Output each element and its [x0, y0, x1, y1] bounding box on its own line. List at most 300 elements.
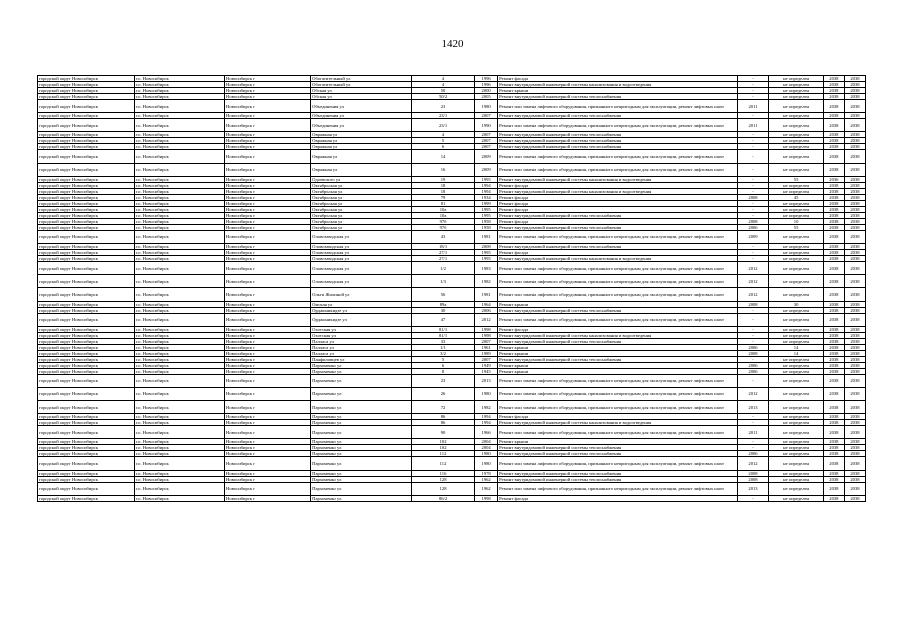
commission-year-cell: 1982 — [475, 401, 498, 414]
plan-start-cell: 2038 — [823, 224, 844, 230]
commission-year-cell: 1999 — [475, 200, 498, 206]
work-type-cell: Ремонт внутридомовой инженерной системы теплоснабжения — [498, 338, 738, 344]
street-cell: Ольги Жилиной ул — [311, 288, 412, 301]
last-repair-year-cell: 2008 — [737, 218, 769, 224]
work-type-cell: Ремонт внутридомовой инженерной системы теплоснабжения — [498, 307, 738, 313]
plan-end-cell: 2038 — [844, 113, 865, 119]
city-cell: Новосибирск г — [225, 356, 311, 362]
work-type-cell: Ремонт или замена лифтового оборудования, признанного непригодным для эксплуатации, ремонт лифтовых шахт — [498, 261, 738, 274]
street-cell: Орджоникидзе ул — [311, 307, 412, 313]
street-cell: Октябрьская ул — [311, 218, 412, 224]
plan-start-cell: 2038 — [823, 288, 844, 301]
plan-end-cell: 2038 — [844, 338, 865, 344]
house-number-cell: 102 — [412, 445, 475, 451]
commission-year-cell: 2012 — [475, 313, 498, 326]
house-number-cell: 86/2 — [412, 495, 475, 501]
last-repair-year-cell: 2012 — [737, 457, 769, 470]
commission-year-cell: 1962 — [475, 482, 498, 495]
street-cell: Орджоникидзе ул — [311, 313, 412, 326]
settlement-cell: г.о. Новосибирск — [134, 426, 224, 439]
commission-year-cell: 2007 — [475, 356, 498, 362]
plan-end-cell: 2038 — [844, 439, 865, 445]
wear-cell: не определен — [769, 439, 824, 445]
municipality-cell: городской округ Новосибирск — [38, 338, 135, 344]
house-number-cell: 81/1 — [412, 326, 475, 332]
house-number-cell: 128 — [412, 482, 475, 495]
plan-end-cell: 2038 — [844, 457, 865, 470]
plan-start-cell: 2038 — [823, 100, 844, 113]
settlement-cell: г.о. Новосибирск — [134, 275, 224, 288]
house-number-cell: 56 — [412, 288, 475, 301]
last-repair-year-cell: - — [737, 82, 769, 88]
settlement-cell: г.о. Новосибирск — [134, 261, 224, 274]
plan-end-cell: 2038 — [844, 362, 865, 368]
plan-start-cell: 2038 — [823, 132, 844, 138]
city-cell: Новосибирск г — [225, 150, 311, 163]
municipality-cell: городской округ Новосибирск — [38, 212, 135, 218]
municipality-cell: городской округ Новосибирск — [38, 88, 135, 94]
wear-cell: не определен — [769, 420, 824, 426]
last-repair-year-cell: 2012 — [737, 261, 769, 274]
municipality-cell: городской округ Новосибирск — [38, 218, 135, 224]
wear-cell: 10 — [769, 218, 824, 224]
house-number-cell: 16 — [412, 163, 475, 176]
work-type-cell: Ремонт внутридомовой инженерной системы теплоснабжения — [498, 356, 738, 362]
commission-year-cell: 1995 — [475, 255, 498, 261]
plan-end-cell: 2038 — [844, 350, 865, 356]
work-type-cell: Ремонт внутридомовой инженерной системы канализования и водоотведения — [498, 420, 738, 426]
street-cell: Пархоменко ул — [311, 426, 412, 439]
plan-end-cell: 2038 — [844, 482, 865, 495]
table-row — [38, 288, 866, 301]
city-cell: Новосибирск г — [225, 76, 311, 82]
street-cell: Пархоменко ул — [311, 414, 412, 420]
city-cell: Новосибирск г — [225, 212, 311, 218]
commission-year-cell: 1980 — [475, 100, 498, 113]
city-cell: Новосибирск г — [225, 288, 311, 301]
municipality-cell: городской округ Новосибирск — [38, 194, 135, 200]
settlement-cell: г.о. Новосибирск — [134, 206, 224, 212]
house-number-cell: 4 — [412, 132, 475, 138]
plan-end-cell: 2038 — [844, 82, 865, 88]
settlement-cell: г.о. Новосибирск — [134, 94, 224, 100]
street-cell: Объединения ул — [311, 119, 412, 132]
work-type-cell: Ремонт внутридомовой инженерной системы канализования и водоотведения — [498, 255, 738, 261]
work-type-cell: Ремонт крыши — [498, 301, 738, 307]
city-cell: Новосибирск г — [225, 176, 311, 182]
capital-repair-table — [37, 75, 866, 502]
plan-end-cell: 2038 — [844, 188, 865, 194]
wear-cell: не определен — [769, 401, 824, 414]
house-number-cell: 50/2 — [412, 94, 475, 100]
plan-end-cell: 2038 — [844, 368, 865, 374]
plan-end-cell: 2038 — [844, 249, 865, 255]
table-row — [38, 313, 866, 326]
wear-cell: не определен — [769, 495, 824, 501]
municipality-cell: городской округ Новосибирск — [38, 414, 135, 420]
wear-cell: не определен — [769, 243, 824, 249]
city-cell: Новосибирск г — [225, 200, 311, 206]
municipality-cell: городской округ Новосибирск — [38, 119, 135, 132]
settlement-cell: г.о. Новосибирск — [134, 119, 224, 132]
settlement-cell: г.о. Новосибирск — [134, 451, 224, 457]
wear-cell: не определен — [769, 374, 824, 387]
house-number-cell: 6 — [412, 362, 475, 368]
last-repair-year-cell: 2008 — [737, 476, 769, 482]
settlement-cell: г.о. Новосибирск — [134, 362, 224, 368]
municipality-cell: городской округ Новосибирск — [38, 301, 135, 307]
last-repair-year-cell: - — [737, 420, 769, 426]
commission-year-cell: 2007 — [475, 132, 498, 138]
work-type-cell: Ремонт внутридомовой инженерной системы теплоснабжения — [498, 243, 738, 249]
plan-end-cell: 2038 — [844, 301, 865, 307]
house-number-cell: 10а — [412, 206, 475, 212]
work-type-cell: Ремонт фасада — [498, 249, 738, 255]
municipality-cell: городской округ Новосибирск — [38, 275, 135, 288]
city-cell: Новосибирск г — [225, 188, 311, 194]
settlement-cell: г.о. Новосибирск — [134, 200, 224, 206]
commission-year-cell: 1995 — [475, 212, 498, 218]
street-cell: Обогатительный ул — [311, 82, 412, 88]
plan-end-cell: 2038 — [844, 326, 865, 332]
street-cell: Оловозаводская ул — [311, 249, 412, 255]
wear-cell: не определен — [769, 230, 824, 243]
house-number-cell: 47 — [412, 313, 475, 326]
settlement-cell: г.о. Новосибирск — [134, 420, 224, 426]
wear-cell: не определен — [769, 356, 824, 362]
work-type-cell: Ремонт или замена лифтового оборудования, признанного непригодным для эксплуатации, ремонт лифтовых шахт — [498, 426, 738, 439]
settlement-cell: г.о. Новосибирск — [134, 368, 224, 374]
street-cell: Одоевского ул — [311, 176, 412, 182]
street-cell: Пархоменко ул — [311, 457, 412, 470]
municipality-cell: городской округ Новосибирск — [38, 230, 135, 243]
plan-end-cell: 2038 — [844, 414, 865, 420]
plan-end-cell: 2038 — [844, 224, 865, 230]
municipality-cell: городской округ Новосибирск — [38, 132, 135, 138]
commission-year-cell: 2006 — [475, 307, 498, 313]
settlement-cell: г.о. Новосибирск — [134, 445, 224, 451]
commission-year-cell: 2007 — [475, 113, 498, 119]
settlement-cell: г.о. Новосибирск — [134, 182, 224, 188]
wear-cell: 14 — [769, 344, 824, 350]
wear-cell: не определен — [769, 206, 824, 212]
wear-cell: не определен — [769, 100, 824, 113]
wear-cell: не определен — [769, 313, 824, 326]
commission-year-cell: 2000 — [475, 88, 498, 94]
settlement-cell: г.о. Новосибирск — [134, 482, 224, 495]
house-number-cell: 3/2 — [412, 350, 475, 356]
settlement-cell: г.о. Новосибирск — [134, 113, 224, 119]
wear-cell: не определен — [769, 332, 824, 338]
city-cell: Новосибирск г — [225, 420, 311, 426]
street-cell: Панфиловцев ул — [311, 356, 412, 362]
municipality-cell: городской округ Новосибирск — [38, 243, 135, 249]
work-type-cell: Ремонт фасада — [498, 326, 738, 332]
plan-start-cell: 2038 — [823, 243, 844, 249]
plan-start-cell: 2038 — [823, 356, 844, 362]
plan-end-cell: 2038 — [844, 261, 865, 274]
plan-end-cell: 2038 — [844, 163, 865, 176]
wear-cell: не определен — [769, 212, 824, 218]
plan-start-cell: 2038 — [823, 344, 844, 350]
commission-year-cell: 1996 — [475, 82, 498, 88]
city-cell: Новосибирск г — [225, 374, 311, 387]
city-cell: Новосибирск г — [225, 138, 311, 144]
plan-end-cell: 2038 — [844, 387, 865, 400]
plan-start-cell: 2038 — [823, 113, 844, 119]
street-cell: Оловозаводская ул — [311, 275, 412, 288]
plan-start-cell: 2038 — [823, 495, 844, 501]
settlement-cell: г.о. Новосибирск — [134, 100, 224, 113]
city-cell: Новосибирск г — [225, 249, 311, 255]
house-number-cell: 18 — [412, 182, 475, 188]
plan-end-cell: 2038 — [844, 332, 865, 338]
plan-end-cell: 2038 — [844, 495, 865, 501]
last-repair-year-cell: 2013 — [737, 482, 769, 495]
last-repair-year-cell: - — [737, 206, 769, 212]
plan-end-cell: 2038 — [844, 119, 865, 132]
house-number-cell: 23/1 — [412, 119, 475, 132]
last-repair-year-cell: 2011 — [737, 100, 769, 113]
last-repair-year-cell: - — [737, 88, 769, 94]
house-number-cell: 102 — [412, 439, 475, 445]
house-number-cell: 27/1 — [412, 249, 475, 255]
plan-start-cell: 2038 — [823, 144, 844, 150]
commission-year-cell: 1961 — [475, 344, 498, 350]
plan-start-cell: 2038 — [823, 374, 844, 387]
plan-start-cell: 2038 — [823, 94, 844, 100]
plan-end-cell: 2038 — [844, 476, 865, 482]
city-cell: Новосибирск г — [225, 439, 311, 445]
commission-year-cell: 1995 — [475, 249, 498, 255]
plan-start-cell: 2038 — [823, 301, 844, 307]
work-type-cell: Ремонт крыши — [498, 368, 738, 374]
work-type-cell: Ремонт или замена лифтового оборудования, признанного непригодным для эксплуатации, ремонт лифтовых шахт — [498, 401, 738, 414]
plan-start-cell: 2038 — [823, 414, 844, 420]
wear-cell: не определен — [769, 445, 824, 451]
plan-end-cell: 2038 — [844, 194, 865, 200]
work-type-cell: Ремонт или замена лифтового оборудования, признанного непригодным для эксплуатации, ремонт лифтовых шахт — [498, 100, 738, 113]
settlement-cell: г.о. Новосибирск — [134, 414, 224, 420]
street-cell: Обская ул — [311, 88, 412, 94]
wear-cell: не определен — [769, 288, 824, 301]
house-number-cell: 50 — [412, 88, 475, 94]
wear-cell: не определен — [769, 200, 824, 206]
settlement-cell: г.о. Новосибирск — [134, 88, 224, 94]
plan-start-cell: 2038 — [823, 88, 844, 94]
municipality-cell: городской округ Новосибирск — [38, 82, 135, 88]
city-cell: Новосибирск г — [225, 307, 311, 313]
municipality-cell: городской округ Новосибирск — [38, 138, 135, 144]
commission-year-cell: 1994 — [475, 182, 498, 188]
work-type-cell: Ремонт внутридомовой инженерной системы теплоснабжения — [498, 451, 738, 457]
municipality-cell: городской округ Новосибирск — [38, 94, 135, 100]
commission-year-cell: 2009 — [475, 150, 498, 163]
plan-end-cell: 2038 — [844, 76, 865, 82]
wear-cell: не определен — [769, 255, 824, 261]
house-number-cell: 23 — [412, 374, 475, 387]
last-repair-year-cell: - — [737, 332, 769, 338]
last-repair-year-cell: 2012 — [737, 288, 769, 301]
house-number-cell: 18/1 — [412, 243, 475, 249]
work-type-cell: Ремонт крыши — [498, 350, 738, 356]
city-cell: Новосибирск г — [225, 275, 311, 288]
work-type-cell: Ремонт или замена лифтового оборудования, признанного непригодным для эксплуатации, ремонт лифтовых шахт — [498, 482, 738, 495]
plan-end-cell: 2038 — [844, 401, 865, 414]
plan-start-cell: 2038 — [823, 275, 844, 288]
city-cell: Новосибирск г — [225, 82, 311, 88]
settlement-cell: г.о. Новосибирск — [134, 356, 224, 362]
street-cell: Пархоменко ул — [311, 362, 412, 368]
settlement-cell: г.о. Новосибирск — [134, 495, 224, 501]
wear-cell: не определен — [769, 362, 824, 368]
city-cell: Новосибирск г — [225, 350, 311, 356]
table-row — [38, 150, 866, 163]
plan-start-cell: 2036 — [823, 176, 844, 182]
plan-start-cell: 2038 — [823, 212, 844, 218]
municipality-cell: городской округ Новосибирск — [38, 144, 135, 150]
settlement-cell: г.о. Новосибирск — [134, 144, 224, 150]
plan-end-cell: 2038 — [844, 313, 865, 326]
wear-cell: не определен — [769, 144, 824, 150]
plan-start-cell: 2038 — [823, 470, 844, 476]
city-cell: Новосибирск г — [225, 313, 311, 326]
last-repair-year-cell: 2006 — [737, 368, 769, 374]
work-type-cell: Ремонт внутридомовой инженерной системы теплоснабжения — [498, 113, 738, 119]
plan-end-cell: 2038 — [844, 94, 865, 100]
commission-year-cell: 1998 — [475, 495, 498, 501]
settlement-cell: г.о. Новосибирск — [134, 138, 224, 144]
work-type-cell: Ремонт фасада — [498, 218, 738, 224]
last-repair-year-cell: - — [737, 176, 769, 182]
plan-start-cell: 2038 — [823, 401, 844, 414]
last-repair-year-cell: 2012 — [737, 275, 769, 288]
last-repair-year-cell: - — [737, 439, 769, 445]
municipality-cell: городской округ Новосибирск — [38, 350, 135, 356]
last-repair-year-cell: - — [737, 249, 769, 255]
street-cell: Октябрьская ул — [311, 182, 412, 188]
work-type-cell: Ремонт внутридомовой инженерной системы теплоснабжения — [498, 224, 738, 230]
table-row — [38, 401, 866, 414]
wear-cell: не определен — [769, 387, 824, 400]
last-repair-year-cell: - — [737, 445, 769, 451]
commission-year-cell: 2007 — [475, 338, 498, 344]
work-type-cell: Ремонт или замена лифтового оборудования, признанного непригодным для эксплуатации, ремонт лифтовых шахт — [498, 119, 738, 132]
city-cell: Новосибирск г — [225, 144, 311, 150]
wear-cell: не определен — [769, 82, 824, 88]
plan-start-cell: 2038 — [823, 350, 844, 356]
settlement-cell: г.о. Новосибирск — [134, 313, 224, 326]
last-repair-year-cell: - — [737, 138, 769, 144]
street-cell: Пархоменко ул — [311, 387, 412, 400]
work-type-cell: Ремонт крыши — [498, 344, 738, 350]
plan-end-cell: 2038 — [844, 374, 865, 387]
house-number-cell: 1/1 — [412, 344, 475, 350]
plan-start-cell: 2038 — [823, 194, 844, 200]
table-row — [38, 261, 866, 274]
street-cell: Объединения ул — [311, 113, 412, 119]
municipality-cell: городской округ Новосибирск — [38, 445, 135, 451]
plan-end-cell: 2038 — [844, 307, 865, 313]
plan-end-cell: 2038 — [844, 420, 865, 426]
last-repair-year-cell: - — [737, 200, 769, 206]
plan-start-cell: 2038 — [823, 457, 844, 470]
plan-start-cell: 2038 — [823, 338, 844, 344]
municipality-cell: городской округ Новосибирск — [38, 495, 135, 501]
city-cell: Новосибирск г — [225, 457, 311, 470]
wear-cell: не определен — [769, 338, 824, 344]
plan-start-cell: 2038 — [823, 426, 844, 439]
commission-year-cell: 2004 — [475, 439, 498, 445]
settlement-cell: г.о. Новосибирск — [134, 163, 224, 176]
commission-year-cell: 1996 — [475, 76, 498, 82]
table-body — [38, 76, 866, 502]
work-type-cell: Ремонт или замена лифтового оборудования, признанного непригодным для эксплуатации, ремонт лифтовых шахт — [498, 288, 738, 301]
municipality-cell: городской округ Новосибирск — [38, 288, 135, 301]
work-type-cell: Ремонт фасада — [498, 200, 738, 206]
wear-cell: не определен — [769, 163, 824, 176]
street-cell: Октябрьская ул — [311, 200, 412, 206]
work-type-cell: Ремонт фасада — [498, 414, 738, 420]
last-repair-year-cell: 2008 — [737, 470, 769, 476]
settlement-cell: г.о. Новосибирск — [134, 301, 224, 307]
street-cell: Оловозаводская ул — [311, 243, 412, 249]
work-type-cell: Ремонт внутридомовой инженерной системы теплоснабжения — [498, 94, 738, 100]
commission-year-cell: 2007 — [475, 144, 498, 150]
commission-year-cell: 1980 — [475, 387, 498, 400]
street-cell: Октябрьская ул — [311, 212, 412, 218]
plan-start-cell: 2038 — [823, 439, 844, 445]
last-repair-year-cell: - — [737, 163, 769, 176]
municipality-cell: городской округ Новосибирск — [38, 255, 135, 261]
plan-end-cell: 2038 — [844, 344, 865, 350]
settlement-cell: г.о. Новосибирск — [134, 350, 224, 356]
street-cell: Пархоменко ул — [311, 482, 412, 495]
wear-cell: не определен — [769, 88, 824, 94]
municipality-cell: городской округ Новосибирск — [38, 356, 135, 362]
city-cell: Новосибирск г — [225, 476, 311, 482]
municipality-cell: городской округ Новосибирск — [38, 200, 135, 206]
house-number-cell: 30 — [412, 307, 475, 313]
settlement-cell: г.о. Новосибирск — [134, 76, 224, 82]
city-cell: Новосибирск г — [225, 218, 311, 224]
commission-year-cell: 1995 — [475, 206, 498, 212]
commission-year-cell: 1989 — [475, 350, 498, 356]
municipality-cell: городской округ Новосибирск — [38, 100, 135, 113]
work-type-cell: Ремонт внутридомовой инженерной системы канализования и водоотведения — [498, 176, 738, 182]
plan-start-cell: 2038 — [823, 307, 844, 313]
plan-start-cell: 2038 — [823, 188, 844, 194]
plan-start-cell: 2038 — [823, 218, 844, 224]
house-number-cell: 112 — [412, 457, 475, 470]
last-repair-year-cell: 2006 — [737, 362, 769, 368]
last-repair-year-cell: 2011 — [737, 426, 769, 439]
work-type-cell: Ремонт внутридомовой инженерной системы теплоснабжения — [498, 212, 738, 218]
city-cell: Новосибирск г — [225, 326, 311, 332]
last-repair-year-cell: 2006 — [737, 224, 769, 230]
work-type-cell: Ремонт внутридомовой инженерной системы канализования и водоотведения — [498, 188, 738, 194]
municipality-cell: городской округ Новосибирск — [38, 206, 135, 212]
plan-start-cell: 2038 — [823, 332, 844, 338]
municipality-cell: городской округ Новосибирск — [38, 176, 135, 182]
plan-start-cell: 2038 — [823, 163, 844, 176]
work-type-cell: Ремонт или замена лифтового оборудования, признанного непригодным для эксплуатации, ремонт лифтовых шахт — [498, 230, 738, 243]
municipality-cell: городской округ Новосибирск — [38, 76, 135, 82]
street-cell: Пархоменко ул — [311, 470, 412, 476]
commission-year-cell: 1994 — [475, 414, 498, 420]
last-repair-year-cell: - — [737, 243, 769, 249]
house-number-cell: 4 — [412, 82, 475, 88]
